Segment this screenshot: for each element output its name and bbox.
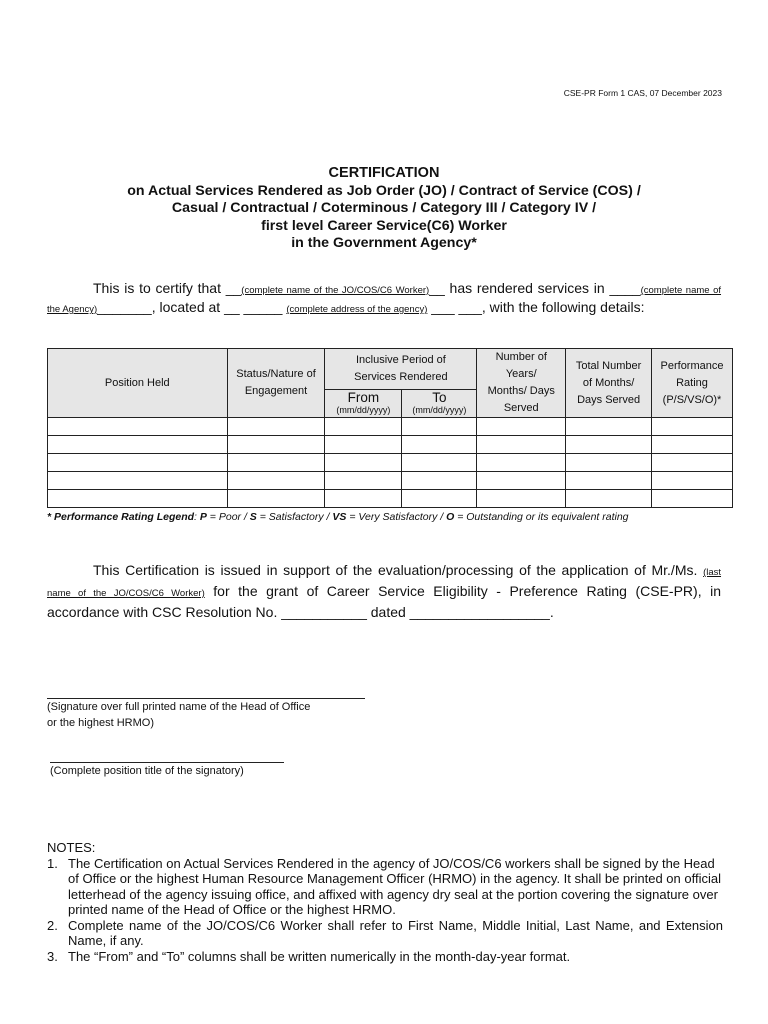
legend-key: O: [446, 511, 455, 523]
col-total-months: [566, 349, 652, 418]
header-text: Served: [503, 402, 539, 414]
table-cell[interactable]: [227, 454, 325, 472]
header-text: Engagement: [244, 385, 308, 397]
table-cell[interactable]: [402, 490, 477, 508]
col-years-served: [477, 349, 566, 418]
col-status-engagement: [227, 349, 325, 418]
header-text: of Months/: [582, 376, 635, 389]
table-cell[interactable]: [48, 454, 228, 472]
header-text: Number of: [495, 351, 547, 363]
signature-caption: [47, 699, 310, 731]
worker-name-field: (complete name of the JO/COS/C6 Worker): [241, 285, 430, 296]
col-performance-rating: [652, 349, 733, 418]
certify-text-3: , located at: [151, 299, 221, 315]
legend-text: = Poor /: [206, 511, 250, 523]
header-text: Status/Nature of: [236, 368, 316, 380]
table-cell[interactable]: [227, 490, 325, 508]
header-text: Performance: [660, 359, 724, 372]
issuance-paragraph: [47, 561, 721, 621]
header-text: Services Rendered: [354, 370, 448, 383]
legend-text: = Satisfactory /: [256, 511, 333, 523]
table-cell[interactable]: [652, 472, 733, 490]
note-text: Complete name of the JO/COS/C6 Worker shall refer to First Name, Middle Initial, Last Name, and Extension Name, if any.: [68, 917, 723, 948]
issuance-text-1: This Certification is issued in support of the evaluation/processing of the application of Mr./Ms.: [93, 562, 698, 578]
signature-caption-line: or the highest HRMO): [47, 717, 154, 729]
header-text: Years/: [505, 368, 537, 380]
table-cell[interactable]: [566, 454, 652, 472]
table-cell[interactable]: [48, 436, 228, 454]
table-cell[interactable]: [477, 490, 566, 508]
blank: ____: [609, 280, 641, 296]
header-text: Days Served: [577, 393, 641, 406]
table-cell[interactable]: [402, 472, 477, 490]
certify-text-1: This is to certify that: [93, 280, 221, 296]
note-text: The “From” and “To” columns shall be written numerically in the month-day-year format.: [68, 948, 571, 964]
blank: _______: [97, 299, 152, 315]
legend-label: * Performance Rating Legend: [47, 511, 195, 523]
table-cell[interactable]: [325, 490, 402, 508]
header-text: Inclusive Period of: [355, 353, 446, 366]
col-from: [325, 389, 402, 417]
agency-address-field: (complete address of the agency): [286, 304, 428, 315]
header-text: To: [432, 389, 447, 405]
table-cell[interactable]: [566, 472, 652, 490]
certify-paragraph: [47, 280, 721, 318]
legend-key: VS: [332, 511, 347, 523]
certify-text-4: , with the following details:: [481, 299, 645, 315]
table-cell[interactable]: [48, 418, 228, 436]
signature-caption-line: (Signature over full printed name of the Head of Office: [47, 701, 311, 713]
table-cell[interactable]: [652, 418, 733, 436]
table-cell[interactable]: [402, 436, 477, 454]
table-cell[interactable]: [227, 436, 325, 454]
header-text: (P/S/VS/O)*: [662, 393, 722, 406]
table-cell[interactable]: [48, 472, 228, 490]
table-cell[interactable]: [477, 472, 566, 490]
blank: __: [429, 280, 445, 296]
table-row: [48, 472, 733, 490]
table-cell[interactable]: [566, 436, 652, 454]
col-position-held: Position Held: [48, 349, 228, 418]
notes-section: [47, 840, 723, 964]
position-title-caption: (Complete position title of the signatory): [50, 765, 244, 777]
col-inclusive-period: [325, 349, 477, 390]
table-row: [48, 418, 733, 436]
table-cell[interactable]: [402, 418, 477, 436]
table-cell[interactable]: [325, 472, 402, 490]
worker-lastname-field: (last name of the JO/COS/C6 Worker): [47, 567, 722, 599]
table-cell[interactable]: [227, 472, 325, 490]
title-line-2: on Actual Services Rendered as Job Order (JO) / Contract of Service (COS) /: [127, 182, 641, 199]
title-line-5: in the Government Agency*: [291, 235, 477, 251]
notes-heading: NOTES:: [47, 840, 96, 855]
note-item: [47, 856, 723, 918]
table-cell[interactable]: [402, 454, 477, 472]
form-code: CSE-PR Form 1 CAS, 07 December 2023: [563, 88, 722, 98]
table-row: [48, 454, 733, 472]
blank: __: [225, 280, 242, 296]
header-text: Rating: [676, 376, 708, 389]
legend-key: S: [249, 511, 257, 523]
header-text: Total Number: [575, 359, 642, 372]
certify-text-2: has rendered services in: [449, 280, 605, 296]
title-line-4: first level Career Service(C6) Worker: [261, 217, 507, 234]
note-number: 2.: [47, 917, 58, 933]
header-text: Months/ Days: [487, 385, 555, 397]
table-cell[interactable]: [325, 454, 402, 472]
title-certification: CERTIFICATION: [328, 165, 440, 181]
note-text: The Certification on Actual Services Rendered in the agency of JO/COS/C6 workers shall be signed by the Head of Office or the highest Human Resource Management Officer (HRMO) in the agency. It shall be printed on official letterhead of the agency issuing office, and affixed with agency dry seal at the portion covering the signature over printed name of the Head of Office or the highest HRMO.: [68, 855, 721, 917]
service-details-table: [47, 348, 733, 508]
table-cell[interactable]: [227, 418, 325, 436]
table-cell[interactable]: [566, 418, 652, 436]
legend-key: P: [199, 511, 207, 523]
legend-text: :: [194, 511, 200, 523]
header-text: (mm/dd/yyyy): [336, 404, 391, 415]
legend-text: = Outstanding or its equivalent rating: [454, 511, 629, 523]
issuance-text-2: for the grant of Career Service Eligibility - Preference Rating (CSE-PR), in accordance with CSC Resolution No. ___________ dated __________________.: [47, 583, 722, 620]
table-cell[interactable]: [652, 454, 733, 472]
rating-legend: [47, 511, 629, 523]
table-cell[interactable]: [48, 490, 228, 508]
blank: ___ ___: [431, 299, 482, 315]
header-text: (mm/dd/yyyy): [412, 404, 467, 415]
header-text: From: [347, 389, 380, 405]
note-number: 1.: [47, 855, 58, 871]
col-to: [402, 389, 477, 417]
table-cell[interactable]: [325, 436, 402, 454]
table-row: [48, 436, 733, 454]
table-cell[interactable]: [652, 436, 733, 454]
table-cell[interactable]: [477, 436, 566, 454]
table-row: [48, 490, 733, 508]
title-line-3: Casual / Contractual / Coterminous / Category III / Category IV /: [171, 200, 597, 216]
blank: __ _____: [224, 299, 283, 315]
document-title: [0, 165, 768, 253]
table-cell[interactable]: [566, 490, 652, 508]
note-item: [47, 918, 723, 949]
table-cell[interactable]: [477, 454, 566, 472]
table-cell[interactable]: [477, 418, 566, 436]
note-number: 3.: [47, 948, 58, 964]
table-cell[interactable]: [652, 490, 733, 508]
legend-text: = Very Satisfactory /: [346, 511, 447, 523]
note-item: [47, 949, 723, 965]
agency-name-field: (complete name of the Agency): [47, 285, 722, 315]
table-cell[interactable]: [325, 418, 402, 436]
